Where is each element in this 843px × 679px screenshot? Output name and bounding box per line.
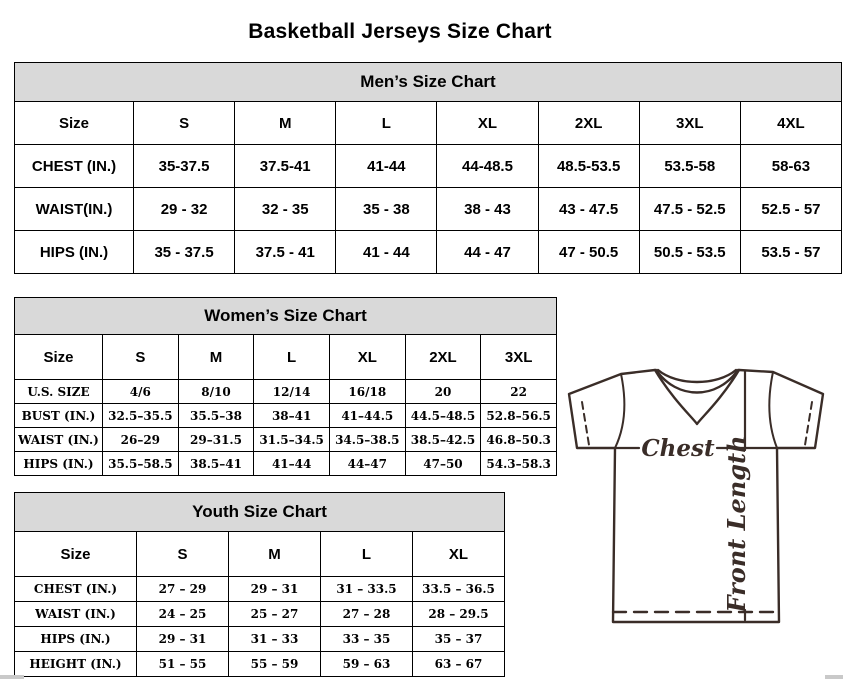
size-cell: 29 – 31 xyxy=(229,577,321,602)
size-cell: 29 – 31 xyxy=(137,627,229,652)
section-title: Youth Size Chart xyxy=(15,493,505,532)
size-cell: 26–29 xyxy=(103,428,179,452)
table-row xyxy=(15,452,557,476)
row-label: CHEST (IN.) xyxy=(15,577,137,602)
column-header: M xyxy=(229,532,321,577)
size-cell: 25 – 27 xyxy=(229,602,321,627)
womens-table xyxy=(14,297,557,476)
size-cell: 35 - 38 xyxy=(336,188,437,231)
table-row xyxy=(15,380,557,404)
size-cell: 22 xyxy=(481,380,557,404)
row-label: WAIST (IN.) xyxy=(15,602,137,627)
column-header: 3XL xyxy=(639,102,740,145)
size-cell: 38.5–41 xyxy=(178,452,254,476)
size-cell: 46.8–50.3 xyxy=(481,428,557,452)
row-label: WAIST (IN.) xyxy=(15,428,103,452)
size-cell: 51 – 55 xyxy=(137,652,229,677)
size-cell: 58-63 xyxy=(740,145,841,188)
jersey-measurement-diagram xyxy=(567,362,827,628)
womens-size-chart-table xyxy=(14,297,557,476)
column-header: 3XL xyxy=(481,335,557,380)
column-header: XL xyxy=(437,102,538,145)
bottom-left-scrollbar-fragment xyxy=(0,675,24,679)
table-row xyxy=(15,602,505,627)
size-cell: 43 - 47.5 xyxy=(538,188,639,231)
size-cell: 41 - 44 xyxy=(336,231,437,274)
size-cell: 29–31.5 xyxy=(178,428,254,452)
mens-table xyxy=(14,62,842,274)
row-label: HIPS (IN.) xyxy=(15,231,134,274)
size-cell: 53.5 - 57 xyxy=(740,231,841,274)
size-cell: 31.5–34.5 xyxy=(254,428,330,452)
size-cell: 55 – 59 xyxy=(229,652,321,677)
size-cell: 44 - 47 xyxy=(437,231,538,274)
size-cell: 33 – 35 xyxy=(321,627,413,652)
youth-table xyxy=(14,492,505,677)
table-row xyxy=(15,428,557,452)
size-cell: 38.5–42.5 xyxy=(405,428,481,452)
size-cell: 44–47 xyxy=(329,452,405,476)
size-cell: 48.5-53.5 xyxy=(538,145,639,188)
column-header: S xyxy=(134,102,235,145)
section-title: Women’s Size Chart xyxy=(15,298,557,335)
size-cell: 50.5 - 53.5 xyxy=(639,231,740,274)
size-cell: 37.5-41 xyxy=(235,145,336,188)
jersey-collar-band1 xyxy=(658,370,736,382)
size-cell: 54.3–58.3 xyxy=(481,452,557,476)
column-header: 2XL xyxy=(405,335,481,380)
row-label: CHEST (IN.) xyxy=(15,145,134,188)
jersey-right-seam xyxy=(769,372,777,448)
column-header: L xyxy=(254,335,330,380)
jersey-body-path xyxy=(569,370,823,622)
table-row xyxy=(15,404,557,428)
size-cell: 28 – 29.5 xyxy=(413,602,505,627)
row-label: HIPS (IN.) xyxy=(15,452,103,476)
size-cell: 52.5 - 57 xyxy=(740,188,841,231)
size-cell: 34.5–38.5 xyxy=(329,428,405,452)
size-cell: 38 - 43 xyxy=(437,188,538,231)
size-cell: 35.5–38 xyxy=(178,404,254,428)
size-cell: 29 - 32 xyxy=(134,188,235,231)
size-cell: 27 – 28 xyxy=(321,602,413,627)
size-cell: 35 – 37 xyxy=(413,627,505,652)
table-row xyxy=(15,627,505,652)
size-cell: 20 xyxy=(405,380,481,404)
size-cell: 38–41 xyxy=(254,404,330,428)
row-label: WAIST(IN.) xyxy=(15,188,134,231)
size-cell: 63 – 67 xyxy=(413,652,505,677)
size-cell: 47–50 xyxy=(405,452,481,476)
jersey-collar-outer xyxy=(655,370,739,424)
jersey-outline-svg xyxy=(567,362,827,628)
row-label: HEIGHT (IN.) xyxy=(15,652,137,677)
size-cell: 47 - 50.5 xyxy=(538,231,639,274)
column-header: Size xyxy=(15,102,134,145)
size-cell: 32.5–35.5 xyxy=(103,404,179,428)
size-cell: 59 – 63 xyxy=(321,652,413,677)
size-cell: 12/14 xyxy=(254,380,330,404)
size-cell: 47.5 - 52.5 xyxy=(639,188,740,231)
right-cuff-dashed-line xyxy=(805,402,812,445)
jersey-left-seam xyxy=(615,374,624,448)
size-cell: 33.5 – 36.5 xyxy=(413,577,505,602)
size-cell: 52.8–56.5 xyxy=(481,404,557,428)
front-length-label: Front Length xyxy=(722,435,751,613)
size-cell: 35-37.5 xyxy=(134,145,235,188)
column-header: S xyxy=(103,335,179,380)
size-cell: 41–44 xyxy=(254,452,330,476)
size-cell: 41–44.5 xyxy=(329,404,405,428)
column-header: 2XL xyxy=(538,102,639,145)
column-header: XL xyxy=(413,532,505,577)
column-header: M xyxy=(178,335,254,380)
table-row xyxy=(15,145,842,188)
table-row xyxy=(15,652,505,677)
column-header: S xyxy=(137,532,229,577)
size-cell: 44-48.5 xyxy=(437,145,538,188)
size-cell: 16/18 xyxy=(329,380,405,404)
table-row xyxy=(15,188,842,231)
table-row xyxy=(15,231,842,274)
size-cell: 44.5–48.5 xyxy=(405,404,481,428)
column-header: Size xyxy=(15,532,137,577)
row-label: BUST (IN.) xyxy=(15,404,103,428)
size-cell: 27 – 29 xyxy=(137,577,229,602)
column-header: XL xyxy=(329,335,405,380)
youth-size-chart-table xyxy=(14,492,505,677)
size-cell: 35 - 37.5 xyxy=(134,231,235,274)
mens-size-chart-table xyxy=(14,62,842,274)
chest-label: Chest xyxy=(641,435,715,462)
column-header: Size xyxy=(15,335,103,380)
left-cuff-dashed-line xyxy=(582,402,589,445)
size-cell: 37.5 - 41 xyxy=(235,231,336,274)
column-header: L xyxy=(321,532,413,577)
column-header: 4XL xyxy=(740,102,841,145)
section-title: Men’s Size Chart xyxy=(15,63,842,102)
size-cell: 24 – 25 xyxy=(137,602,229,627)
size-cell: 8/10 xyxy=(178,380,254,404)
row-label: HIPS (IN.) xyxy=(15,627,137,652)
column-header: L xyxy=(336,102,437,145)
size-cell: 4/6 xyxy=(103,380,179,404)
size-cell: 53.5-58 xyxy=(639,145,740,188)
size-cell: 31 – 33 xyxy=(229,627,321,652)
page-title: Basketball Jerseys Size Chart xyxy=(248,20,552,44)
column-header: M xyxy=(235,102,336,145)
size-cell: 35.5–58.5 xyxy=(103,452,179,476)
bottom-right-scrollbar-fragment xyxy=(825,675,843,679)
table-row xyxy=(15,577,505,602)
size-cell: 41-44 xyxy=(336,145,437,188)
row-label: U.S. SIZE xyxy=(15,380,103,404)
size-cell: 31 – 33.5 xyxy=(321,577,413,602)
size-cell: 32 - 35 xyxy=(235,188,336,231)
